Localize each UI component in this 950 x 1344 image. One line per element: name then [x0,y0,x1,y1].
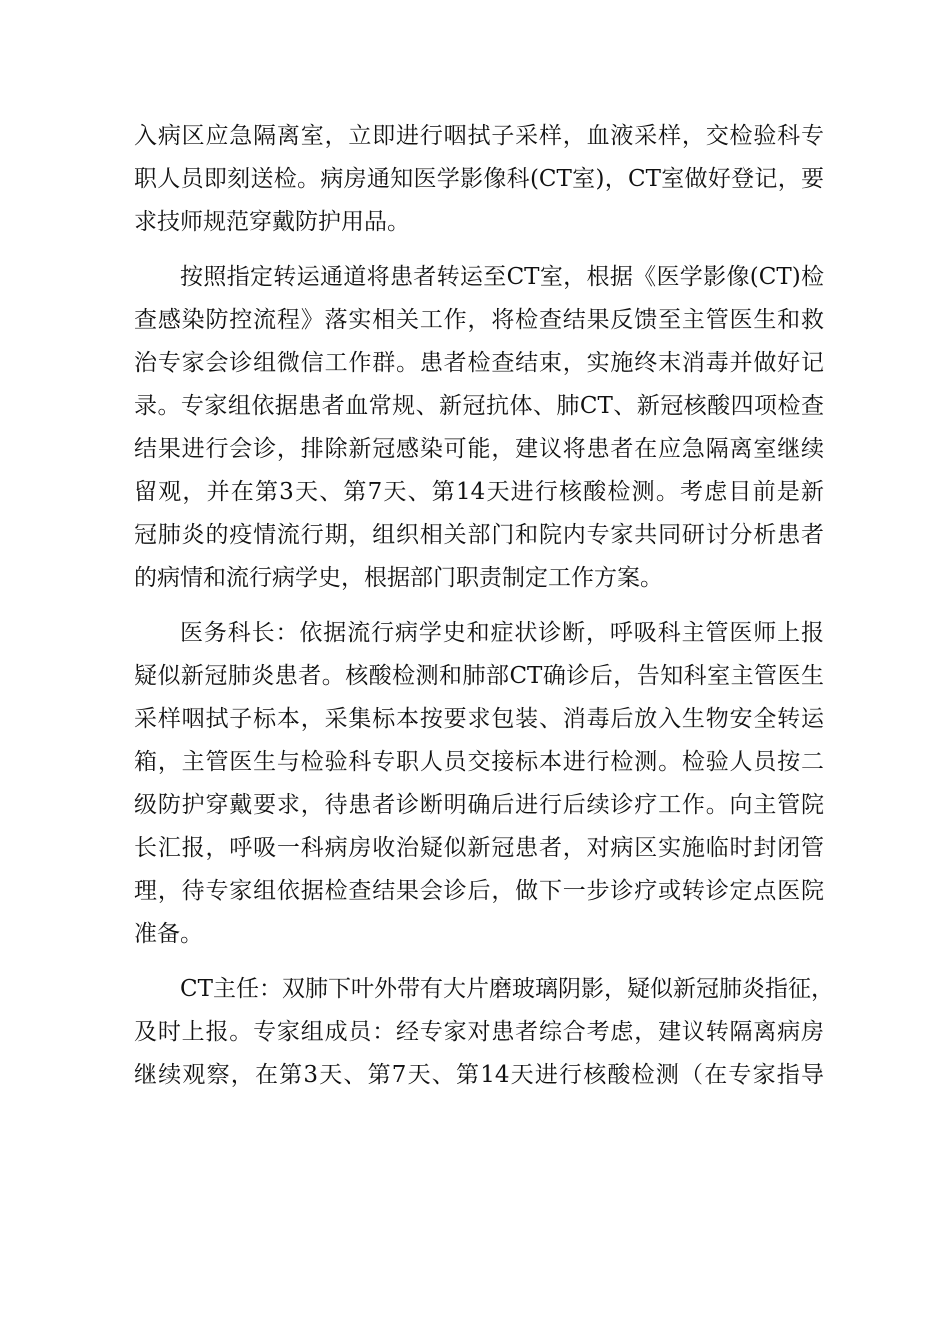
text-line: 结果进行会诊，排除新冠感染可能，建议将患者在应急隔离室继续 [134,436,824,462]
text-line: 及时上报。专家组成员：经专家对患者综合考虑，建议转隔离病房 [134,1019,824,1045]
text-line: CT主任：双肺下叶外带有大片磨玻璃阴影，疑似新冠肺炎指征， [180,976,834,1002]
text-line: 箱，主管医生与检验科专职人员交接标本进行检测。检验人员按二 [134,749,824,775]
text-line: 留观，并在第3天、第7天、第14天进行核酸检测。考虑目前是新 [134,479,824,505]
text-line: 准备。 [134,921,203,947]
text-line: 长汇报，呼吸一科病房收治疑似新冠患者，对病区实施临时封闭管 [134,835,824,861]
text-line: 查感染防控流程》落实相关工作，将检查结果反馈至主管医生和救 [134,307,824,333]
text-line: 职人员即刻送检。病房通知医学影像科(CT室)，CT室做好登记，要 [134,166,824,192]
text-line: 治专家会诊组微信工作群。患者检查结束，实施终末消毒并做好记 [134,350,824,376]
text-line: 疑似新冠肺炎患者。核酸检测和肺部CT确诊后，告知科室主管医生 [134,663,824,689]
text-line: 理，待专家组依据检查结果会诊后，做下一步诊疗或转诊定点医院 [134,878,824,904]
text-line: 录。专家组依据患者血常规、新冠抗体、肺CT、新冠核酸四项检查 [134,393,824,419]
paragraph-medical-director [134,612,824,956]
text-line: 求技师规范穿戴防护用品。 [134,209,410,235]
document-body [134,115,834,1109]
text-line: 继续观察，在第3天、第7天、第14天进行核酸检测（在专家指导 [134,1062,824,1088]
text-line: 级防护穿戴要求，待患者诊断明确后进行后续诊疗工作。向主管院 [134,792,824,818]
text-line: 按照指定转运通道将患者转运至CT室，根据《医学影像(CT)检 [180,264,824,290]
text-line: 医务科长：依据流行病学史和症状诊断，呼吸科主管医师上报 [180,620,824,646]
text-line: 采样咽拭子标本，采集标本按要求包装、消毒后放入生物安全转运 [134,706,824,732]
paragraph-ct-director [134,968,834,1097]
text-line: 入病区应急隔离室，立即进行咽拭子采样，血液采样，交检验科专 [134,123,824,149]
text-line: 的病情和流行病学史，根据部门职责制定工作方案。 [134,565,663,591]
text-line: 冠肺炎的疫情流行期，组织相关部门和院内专家共同研讨分析患者 [134,522,824,548]
paragraph-transport [134,256,824,600]
paragraph-continuation [134,115,824,244]
